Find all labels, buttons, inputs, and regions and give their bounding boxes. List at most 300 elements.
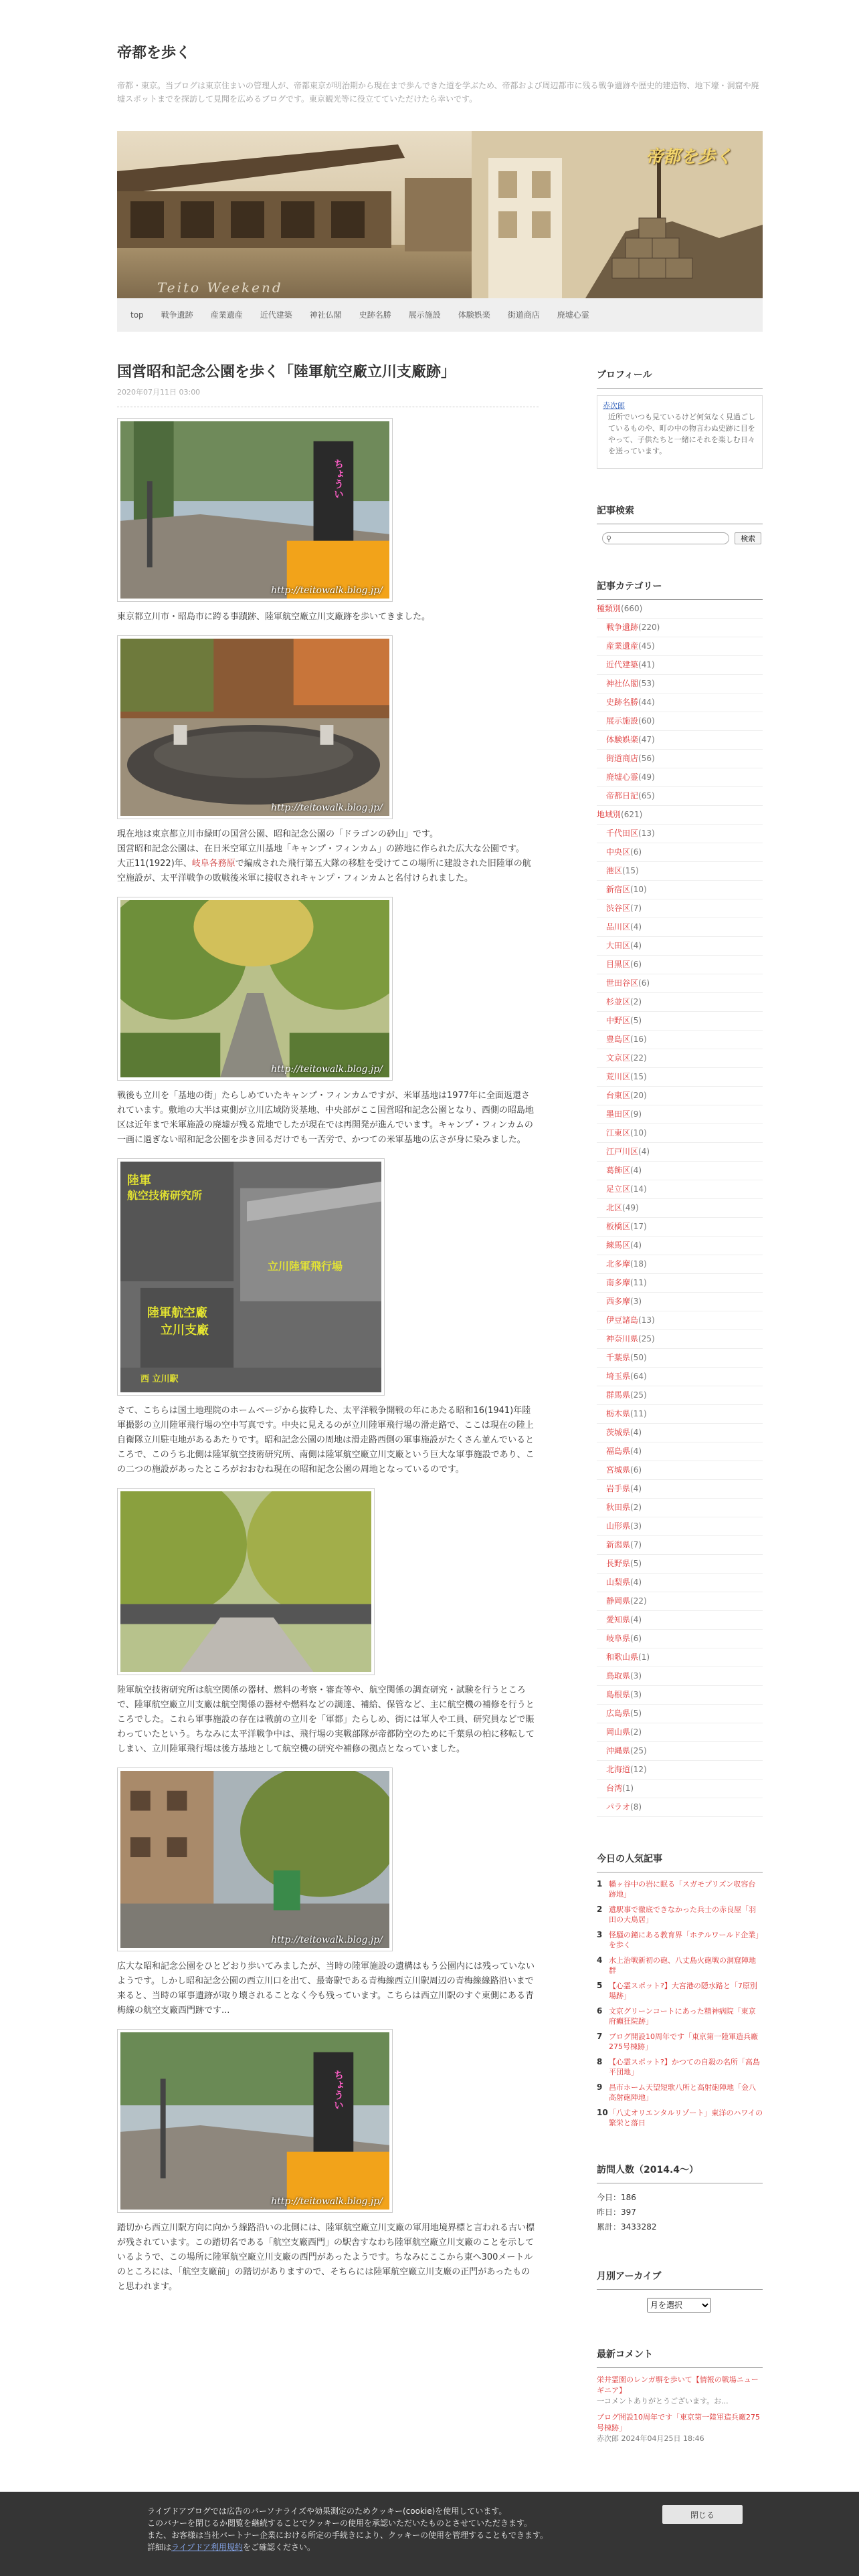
category-item — [597, 1274, 763, 1293]
category-item — [597, 1293, 763, 1311]
popular-rank: 9 — [597, 2082, 603, 2092]
widget-archive — [597, 2256, 763, 2313]
category-count: (5) — [630, 1709, 642, 1718]
category-link[interactable]: 墨田区 — [606, 1109, 631, 1119]
counter-value: 186 — [621, 2193, 636, 2202]
category-count: (15) — [630, 1072, 647, 1081]
category-link[interactable]: 帝都日記 — [606, 791, 639, 800]
category-item — [597, 843, 763, 862]
category-link[interactable]: 戦争遺跡 — [606, 623, 639, 632]
category-link[interactable]: 神社仏閣 — [606, 679, 639, 688]
popular-item — [597, 1981, 763, 2001]
profile-box — [597, 395, 763, 469]
category-item — [597, 1798, 763, 1817]
category-count: (4) — [638, 1147, 650, 1156]
category-link[interactable]: 体験娯楽 — [606, 735, 639, 744]
category-count: (7) — [630, 1540, 642, 1549]
category-link[interactable]: 静岡県 — [606, 1596, 631, 1606]
photo-railway-crossing[interactable] — [117, 2029, 393, 2213]
category-item — [597, 1049, 763, 1068]
category-item — [597, 1480, 763, 1499]
category-link[interactable]: 群馬県 — [606, 1390, 631, 1400]
category-count: (20) — [630, 1091, 647, 1100]
search-icon: ⚲ — [606, 534, 612, 543]
category-count: (6) — [638, 978, 650, 988]
category-item — [597, 1442, 763, 1461]
category-link[interactable]: 茨城県 — [606, 1428, 631, 1437]
photo-park-gate-image — [120, 1491, 371, 1672]
category-link[interactable]: 目黒区 — [606, 960, 631, 969]
aerial-label-research: 航空技術研究所 — [127, 1189, 203, 1202]
nav-modern-architecture[interactable]: 近代建築 — [260, 310, 292, 320]
category-item — [597, 600, 763, 619]
text-run: 詳細は — [147, 2543, 172, 2552]
sign-text: ちょうい — [332, 459, 345, 499]
photo-dragon-sandhill-image — [120, 639, 389, 816]
cookie-line — [147, 2541, 656, 2553]
site-title[interactable]: 帝都を歩く — [117, 45, 191, 62]
category-count: (25) — [638, 1334, 655, 1344]
category-item — [597, 806, 763, 825]
category-link[interactable]: 練馬区 — [606, 1241, 631, 1250]
paragraph-park-2b: 国営昭和記念公園は、在日米空軍立川基地「キャンプ・フィンカム」の跡地に作られた広大な公園です。 — [117, 844, 524, 854]
category-link[interactable]: 北多摩 — [606, 1259, 631, 1269]
category-link[interactable]: 中央区 — [606, 847, 631, 857]
category-item — [597, 1330, 763, 1349]
category-item — [597, 1536, 763, 1555]
comment-meta: 赤次郎 2024年04月25日 18:46 — [597, 2434, 704, 2443]
category-count: (4) — [630, 1428, 642, 1437]
photo-watermark: http://teitowalk.blog.jp/ — [271, 1064, 383, 1075]
search-button[interactable]: 検索 — [735, 532, 761, 544]
category-count: (16) — [630, 1035, 647, 1044]
category-item — [597, 1180, 763, 1199]
photo-station-area[interactable] — [117, 1767, 393, 1951]
category-count: (3) — [630, 1521, 642, 1531]
terms-link[interactable]: ライブドア利用規約 — [171, 2543, 243, 2552]
category-link[interactable]: 新宿区 — [606, 885, 631, 894]
nav-industrial[interactable]: 産業遺産 — [210, 310, 243, 320]
category-link[interactable]: 文京区 — [606, 1053, 631, 1063]
text-run: で編成された飛行第五大隊の移駐を受けてこの場所に建設された旧陸軍の航空施設が、太平洋戦争の敗戦後米軍に接収されキャンプ・フィンカムと名付けられました。 — [117, 859, 531, 883]
category-item — [597, 750, 763, 768]
category-item — [597, 899, 763, 918]
comment-title-link[interactable]: ブログ開設10周年です「東京第一陸軍造兵廠275号棟跡」 — [597, 2413, 760, 2432]
category-item — [597, 787, 763, 806]
category-link[interactable]: 愛知県 — [606, 1615, 631, 1624]
nav-shopping-streets[interactable]: 街道商店 — [507, 310, 540, 320]
category-count: (6) — [630, 1634, 642, 1643]
popular-link[interactable]: 怪騒の鐘にある教育界「ホテルワールド企業」を歩く — [609, 1931, 759, 1949]
category-count: (25) — [630, 1746, 647, 1755]
counter-label: 累計 — [597, 2222, 613, 2232]
widget-popular — [597, 1838, 763, 2128]
popular-rank: 3 — [597, 1930, 603, 1939]
aerial-label-branch: 立川支廠 — [161, 1323, 209, 1337]
photo-aerial-1941[interactable] — [117, 1158, 385, 1396]
category-link[interactable]: 中野区 — [606, 1016, 631, 1025]
widget-title: 今日の人気記事 — [597, 1838, 763, 1872]
category-item — [597, 974, 763, 993]
category-link[interactable]: 産業遺産 — [606, 641, 639, 651]
category-count: (41) — [638, 660, 655, 669]
photo-railway-sign[interactable] — [117, 418, 393, 602]
category-item — [597, 1143, 763, 1162]
category-link[interactable]: 長野県 — [606, 1559, 631, 1568]
category-link[interactable]: 神奈川県 — [606, 1334, 639, 1344]
category-link[interactable]: 史跡名勝 — [606, 697, 639, 707]
paragraph-intro: 東京都立川市・昭島市に跨る事蹟跡、陸軍航空廠立川支廠跡を歩いてきました。 — [117, 612, 431, 622]
category-count: (45) — [638, 641, 655, 651]
counter-value: 3433282 — [621, 2222, 657, 2232]
popular-list — [597, 1879, 763, 2128]
text-run: 大正11(1922)年、 — [117, 859, 192, 869]
category-item — [597, 1068, 763, 1087]
photo-station-area-image — [120, 1771, 389, 1948]
category-link[interactable]: 北海道 — [606, 1765, 631, 1774]
category-count: (17) — [630, 1222, 647, 1231]
category-item — [597, 1686, 763, 1705]
popular-link[interactable]: 幡ヶ谷中の岩に眠る「スガモプリズン収容台跡地」 — [609, 1880, 756, 1899]
category-item — [597, 1386, 763, 1405]
comment-meta: 一コメントありがとうございます。お... — [597, 2397, 729, 2405]
counter-yesterday: 昨日：397 — [597, 2208, 636, 2217]
category-count: (4) — [630, 1578, 642, 1587]
widget-profile — [597, 354, 763, 469]
counter-total: 累計：3433282 — [597, 2222, 657, 2232]
search-input[interactable] — [602, 532, 729, 544]
category-link[interactable]: 江戸川区 — [606, 1147, 639, 1156]
category-item — [597, 1555, 763, 1574]
category-link[interactable]: 沖縄県 — [606, 1746, 631, 1755]
category-count: (44) — [638, 697, 655, 707]
category-item — [597, 1162, 763, 1180]
category-item — [597, 1761, 763, 1780]
category-item — [597, 1368, 763, 1386]
widget-comments — [597, 2334, 763, 2444]
category-link[interactable]: 北区 — [606, 1203, 623, 1212]
category-link[interactable]: 豊島区 — [606, 1035, 631, 1044]
category-link[interactable]: 近代建築 — [606, 660, 639, 669]
category-item — [597, 1218, 763, 1237]
category-link[interactable]: 世田谷区 — [606, 978, 639, 988]
nav-entertainment[interactable]: 体験娯楽 — [458, 310, 490, 320]
photo-railway-sign-image — [120, 421, 389, 599]
aerial-label-station: 西 立川駅 — [140, 1374, 179, 1384]
category-link[interactable]: 秋田県 — [606, 1503, 631, 1512]
category-count: (25) — [630, 1390, 647, 1400]
popular-link[interactable]: 昌市ホーム天望短歌八所と高射砲陣地「金八高射砲陣地」 — [609, 2083, 756, 2102]
category-link[interactable]: 栃木県 — [606, 1409, 631, 1418]
profile-bio: 近所でいつも見ているけど何気なく見過ごしているものや、町の中の物言わぬ史跡に目をやって、子供たちと一緒にそれを楽しむ日々を送っています。 — [608, 413, 755, 455]
category-link[interactable]: 岡山県 — [606, 1727, 631, 1737]
category-count: (14) — [630, 1184, 647, 1194]
category-link[interactable]: 渋谷区 — [606, 903, 631, 913]
category-link[interactable]: パラオ — [606, 1802, 631, 1812]
popular-rank: 7 — [597, 2032, 603, 2041]
category-link[interactable]: 大田区 — [606, 941, 631, 950]
category-count: (60) — [638, 716, 655, 726]
category-count: (5) — [630, 1016, 642, 1025]
category-item — [597, 1780, 763, 1798]
cookie-banner — [0, 2492, 859, 2576]
category-item — [597, 637, 763, 656]
aerial-label-depot: 陸軍航空廠 — [147, 1306, 207, 1320]
category-link[interactable]: 品川区 — [606, 922, 631, 932]
category-count: (6) — [630, 960, 642, 969]
category-link[interactable]: 伊豆諸島 — [606, 1315, 639, 1325]
category-item — [597, 1405, 763, 1424]
category-count: (5) — [630, 1559, 642, 1568]
category-count: (56) — [638, 754, 655, 763]
header-logo: 帝都を歩く — [646, 147, 733, 167]
category-item — [597, 1124, 763, 1143]
category-item — [597, 675, 763, 693]
popular-link[interactable]: 【心霊スポット?】かつての自殺の名所「高島平団地」 — [609, 2058, 760, 2076]
category-count: (18) — [630, 1259, 647, 1269]
category-item — [597, 1031, 763, 1049]
counter-label: 今日 — [597, 2193, 613, 2202]
category-count: (621) — [621, 810, 643, 819]
photo-watermark: http://teitowalk.blog.jp/ — [271, 585, 383, 596]
category-link[interactable]: 広島県 — [606, 1709, 631, 1718]
category-item — [597, 1237, 763, 1255]
category-count: (3) — [630, 1671, 642, 1681]
category-item — [597, 619, 763, 637]
category-count: (8) — [630, 1802, 642, 1812]
category-count: (49) — [638, 772, 655, 782]
popular-rank: 5 — [597, 1981, 603, 1990]
category-link[interactable]: 台湾 — [606, 1784, 623, 1793]
popular-rank: 8 — [597, 2057, 603, 2066]
category-link[interactable]: 荒川区 — [606, 1072, 631, 1081]
popular-item — [597, 2082, 763, 2103]
widget-title: 月別アーカイブ — [597, 2256, 763, 2290]
category-item — [597, 825, 763, 843]
category-item — [597, 656, 763, 675]
paragraph-park-2c — [117, 857, 539, 886]
cookie-line: このバナーを閉じるか閲覧を継続することでクッキーの使用を承認いただいたものとさせていただきます。 — [147, 2518, 533, 2528]
category-item — [597, 1517, 763, 1536]
photo-ginkgo-avenue-image — [120, 900, 389, 1077]
category-count: (2) — [630, 1503, 642, 1512]
widget-categories — [597, 566, 763, 1817]
nav-haunted-ruins[interactable]: 廃墟心霊 — [557, 310, 589, 320]
popular-link[interactable]: 「八丈オリエンタルリゾート」東洋のハワイの繁栄と落日 — [609, 2109, 763, 2127]
category-link[interactable]: 街道商店 — [606, 754, 639, 763]
category-count: (11) — [630, 1409, 647, 1418]
category-count: (7) — [630, 903, 642, 913]
category-item — [597, 1611, 763, 1630]
popular-link[interactable]: 遺駅事で徹底できなかった兵士の赤良屋「羽田の大鳥居」 — [609, 1905, 756, 1924]
search-form — [597, 532, 763, 544]
category-link[interactable]: 廃墟心霊 — [606, 772, 639, 782]
photo-railway-crossing-image — [120, 2032, 389, 2210]
popular-rank: 2 — [597, 1905, 603, 1914]
popular-item — [597, 1905, 763, 1925]
comment-list — [597, 2375, 763, 2444]
category-count: (3) — [630, 1297, 642, 1306]
header-subtitle: Teito Weekend — [157, 280, 283, 296]
aerial-label-airfield: 立川陸軍飛行場 — [268, 1260, 343, 1273]
category-link[interactable]: 埼玉県 — [606, 1372, 631, 1381]
category-count: (2) — [630, 997, 642, 1006]
category-link[interactable]: 西多摩 — [606, 1297, 631, 1306]
category-link[interactable]: 新潟県 — [606, 1540, 631, 1549]
category-count: (4) — [630, 1446, 642, 1456]
popular-item — [597, 2032, 763, 2052]
paragraph-remaining-ruins: 広大な昭和記念公園をひとどおり歩いてみましたが、当時の陸軍施設の遺構はもう公園内には残っていないようです。しかし昭和記念公園の西立川口を出て、最寄駅である青梅線西立川駅周辺の青梅線線路沿いまで来ると、当時の軍事遺跡が取り壊されることなく今も残っています。こちらは西立川駅のすぐ東側にある青梅線の航空支廠西門跡です... — [117, 1961, 535, 2016]
category-link[interactable]: 台東区 — [606, 1091, 631, 1100]
sidebar — [597, 354, 763, 2466]
photo-ginkgo-avenue[interactable] — [117, 897, 393, 1081]
profile-name-link[interactable]: 赤次郎 — [603, 401, 625, 410]
paragraph-aerial-photo: さて、こちらは国土地理院のホームページから抜粋した、太平洋戦争開戦の年にあたる昭和16(1941)年陸軍撮影の立川陸軍飛行場の空中写真です。中央に見えるのが立川陸軍飛行場の滑走路で、ここは現在の陸上自衛隊立川駐屯地があるあたりです。昭和記念公園の周地は滑走路西側の軍事施設がたくさん並んでいるところで、このうち北側は陸軍航空技術研究所、南側は陸軍航空廠立川支廠という巨大な軍事施設であり、この二つの施設があったところがおおむね現在の昭和記念公園の周地となっているのです。 — [117, 1406, 535, 1475]
category-link[interactable]: 種類別 — [597, 604, 622, 613]
category-link[interactable]: 山梨県 — [606, 1578, 631, 1587]
cookie-close-button[interactable]: 閉じる — [662, 2505, 743, 2524]
nav-war-ruins[interactable]: 戦争遺跡 — [161, 310, 193, 320]
category-item — [597, 1311, 763, 1330]
category-link[interactable]: 福島県 — [606, 1446, 631, 1456]
category-count: (64) — [630, 1372, 647, 1381]
category-link[interactable]: 千代田区 — [606, 829, 639, 838]
cookie-line: ライブドアブログでは広告のパーソナライズや効果測定のためクッキー(cookie)を使用しています。 — [147, 2506, 507, 2516]
category-item — [597, 1592, 763, 1611]
category-count: (220) — [638, 623, 660, 632]
popular-item — [597, 1879, 763, 1899]
popular-item — [597, 1955, 763, 1975]
category-count: (22) — [630, 1053, 647, 1063]
paragraph-boundary-marker: 踏切から西立川駅方向に向かう線路沿いの北側には、陸軍航空廠立川支廠の軍用地境界標と言われる古い標が残されています。この踏切名である「航空支廠西門」の駅舎すなわち陸軍航空廠立川支廠のことを示しているようで、この場所に陸軍航空廠立川支廠の西門があったようです。ちなみにここから東へ300メートルのところには、「航空支廠前」の踏切がありますので、そちらには陸軍航空廠立川支廠の正門があったものと思われます。 — [117, 2223, 535, 2292]
cookie-line: また、お客様は当社パートナー企業における所定の手続きにより、クッキーの使用を管理することもできます。 — [147, 2531, 549, 2540]
category-count: (1) — [622, 1784, 634, 1793]
category-link[interactable]: 江東区 — [606, 1128, 631, 1138]
popular-link[interactable]: ブログ開設10周年です「東京第一陸軍造兵廠275号棟跡」 — [609, 2032, 758, 2051]
category-item — [597, 1574, 763, 1592]
category-item — [597, 1105, 763, 1124]
category-item — [597, 1087, 763, 1105]
popular-link[interactable]: 水上治戦新初の砲、八丈島火砲戦の洞窟陣地群 — [609, 1956, 756, 1975]
popular-rank: 6 — [597, 2006, 603, 2016]
nav-shrines-temples[interactable]: 神社仏閣 — [309, 310, 342, 320]
text-run: をご確認ください。 — [242, 2543, 315, 2552]
paragraph-park-2a: 現在地は東京都立川市緑町の国営公園、昭和記念公園の「ドラゴンの砂山」です。 — [117, 829, 438, 839]
comment-title-link[interactable]: 栄井霊園のレンガ塀を歩いて【情報の戦場ニューギニア】 — [597, 2375, 759, 2395]
category-count: (15) — [622, 866, 639, 875]
category-link[interactable]: 鳥取県 — [606, 1671, 631, 1681]
category-item — [597, 862, 763, 881]
popular-rank: 1 — [597, 1879, 603, 1889]
visitor-counter — [597, 2190, 763, 2234]
nav-exhibitions[interactable]: 展示施設 — [408, 310, 441, 320]
category-count: (65) — [638, 791, 655, 800]
category-link[interactable]: 葛飾区 — [606, 1166, 631, 1175]
category-item — [597, 1012, 763, 1031]
category-item — [597, 1199, 763, 1218]
category-item — [597, 1255, 763, 1274]
global-nav — [117, 298, 763, 332]
counter-today: 今日：186 — [597, 2193, 636, 2202]
widget-title: プロフィール — [597, 354, 763, 389]
widget-title: 記事カテゴリー — [597, 566, 763, 600]
category-link[interactable]: 足立区 — [606, 1184, 631, 1194]
category-item — [597, 1723, 763, 1742]
category-link[interactable]: 島根県 — [606, 1690, 631, 1699]
popular-link[interactable]: 【心霊スポット?】大宮港の隠水路と「7原別場跡」 — [609, 1981, 757, 2000]
category-item — [597, 918, 763, 937]
category-count: (22) — [630, 1596, 647, 1606]
photo-park-gate[interactable] — [117, 1488, 375, 1675]
category-count: (4) — [630, 1241, 642, 1250]
post-title[interactable]: 国営昭和記念公園を歩く「陸軍航空廠立川支廠跡」 — [117, 364, 456, 381]
category-link[interactable]: 地域別 — [597, 810, 622, 819]
category-link[interactable]: 板橋区 — [606, 1222, 631, 1231]
category-link[interactable]: 和歌山県 — [606, 1652, 639, 1662]
aerial-label-army: 陸軍 — [127, 1174, 151, 1188]
category-list — [597, 600, 763, 1817]
sign-text: ちょうい — [332, 2070, 345, 2110]
popular-item — [597, 1930, 763, 1950]
photo-dragon-sandhill[interactable] — [117, 635, 393, 819]
category-item — [597, 937, 763, 956]
category-count: (4) — [630, 1615, 642, 1624]
category-item — [597, 1667, 763, 1686]
category-link[interactable]: 千葉県 — [606, 1353, 631, 1362]
popular-rank: 4 — [597, 1955, 603, 1965]
category-link[interactable]: 南多摩 — [606, 1278, 631, 1287]
category-link[interactable]: 港区 — [606, 866, 623, 875]
category-count: (11) — [630, 1278, 647, 1287]
category-link[interactable]: 山形県 — [606, 1521, 631, 1531]
category-link[interactable]: 岩手県 — [606, 1484, 631, 1493]
counter-value: 397 — [621, 2208, 636, 2217]
category-count: (4) — [630, 941, 642, 950]
category-count: (3) — [630, 1690, 642, 1699]
category-item — [597, 1648, 763, 1667]
category-item — [597, 1461, 763, 1480]
category-count: (10) — [630, 885, 647, 894]
post-date: 2020年07月11日 03:00 — [117, 387, 539, 407]
popular-link[interactable]: 文京グリーンコートにあった精神病院「東京府癲狂院跡」 — [609, 2007, 756, 2026]
category-item — [597, 768, 763, 787]
popular-rank: 10 — [597, 2108, 608, 2117]
category-item — [597, 993, 763, 1012]
category-link[interactable]: 杉並区 — [606, 997, 631, 1006]
photo-watermark: http://teitowalk.blog.jp/ — [271, 1935, 383, 1945]
widget-search — [597, 490, 763, 544]
photo-watermark: http://teitowalk.blog.jp/ — [271, 2196, 383, 2207]
paragraph-research-institute: 陸軍航空技術研究所は航空関係の器材、燃料の考察・審査等や、航空関係の調査研究・試験を行うところで、陸軍航空廠立川支廠は航空関係の器材や燃料などの調達、補給、保管など、主に航空機の補修を行うところでした。これら軍事施設の存在は戦前の立川を「軍都」たらしめ、街には軍人や工員、研究員などで賑わっていたという。ちなみに太平洋戦争中は、飛行場の実戦部隊が帝都防空のために千葉県の柏に移転してしまい、立川陸軍飛行場は後方基地として航空機の研究や補修の拠点となっていました。 — [117, 1685, 535, 1754]
category-link[interactable]: 宮城県 — [606, 1465, 631, 1475]
nav-historic-sites[interactable]: 史跡名勝 — [359, 310, 391, 320]
link-gifu-kakamigahara[interactable]: 岐阜各務原 — [191, 859, 235, 869]
header-banner[interactable] — [117, 131, 763, 298]
category-item — [597, 1705, 763, 1723]
archive-select[interactable] — [647, 2298, 711, 2313]
category-count: (49) — [622, 1203, 639, 1212]
category-link[interactable]: 岐阜県 — [606, 1634, 631, 1643]
category-item — [597, 1499, 763, 1517]
category-item — [597, 1630, 763, 1648]
cookie-text — [147, 2505, 656, 2553]
nav-top[interactable]: top — [130, 310, 144, 320]
category-item — [597, 712, 763, 731]
popular-item — [597, 2108, 763, 2128]
category-item — [597, 693, 763, 712]
category-link[interactable]: 展示施設 — [606, 716, 639, 726]
category-count: (6) — [630, 847, 642, 857]
